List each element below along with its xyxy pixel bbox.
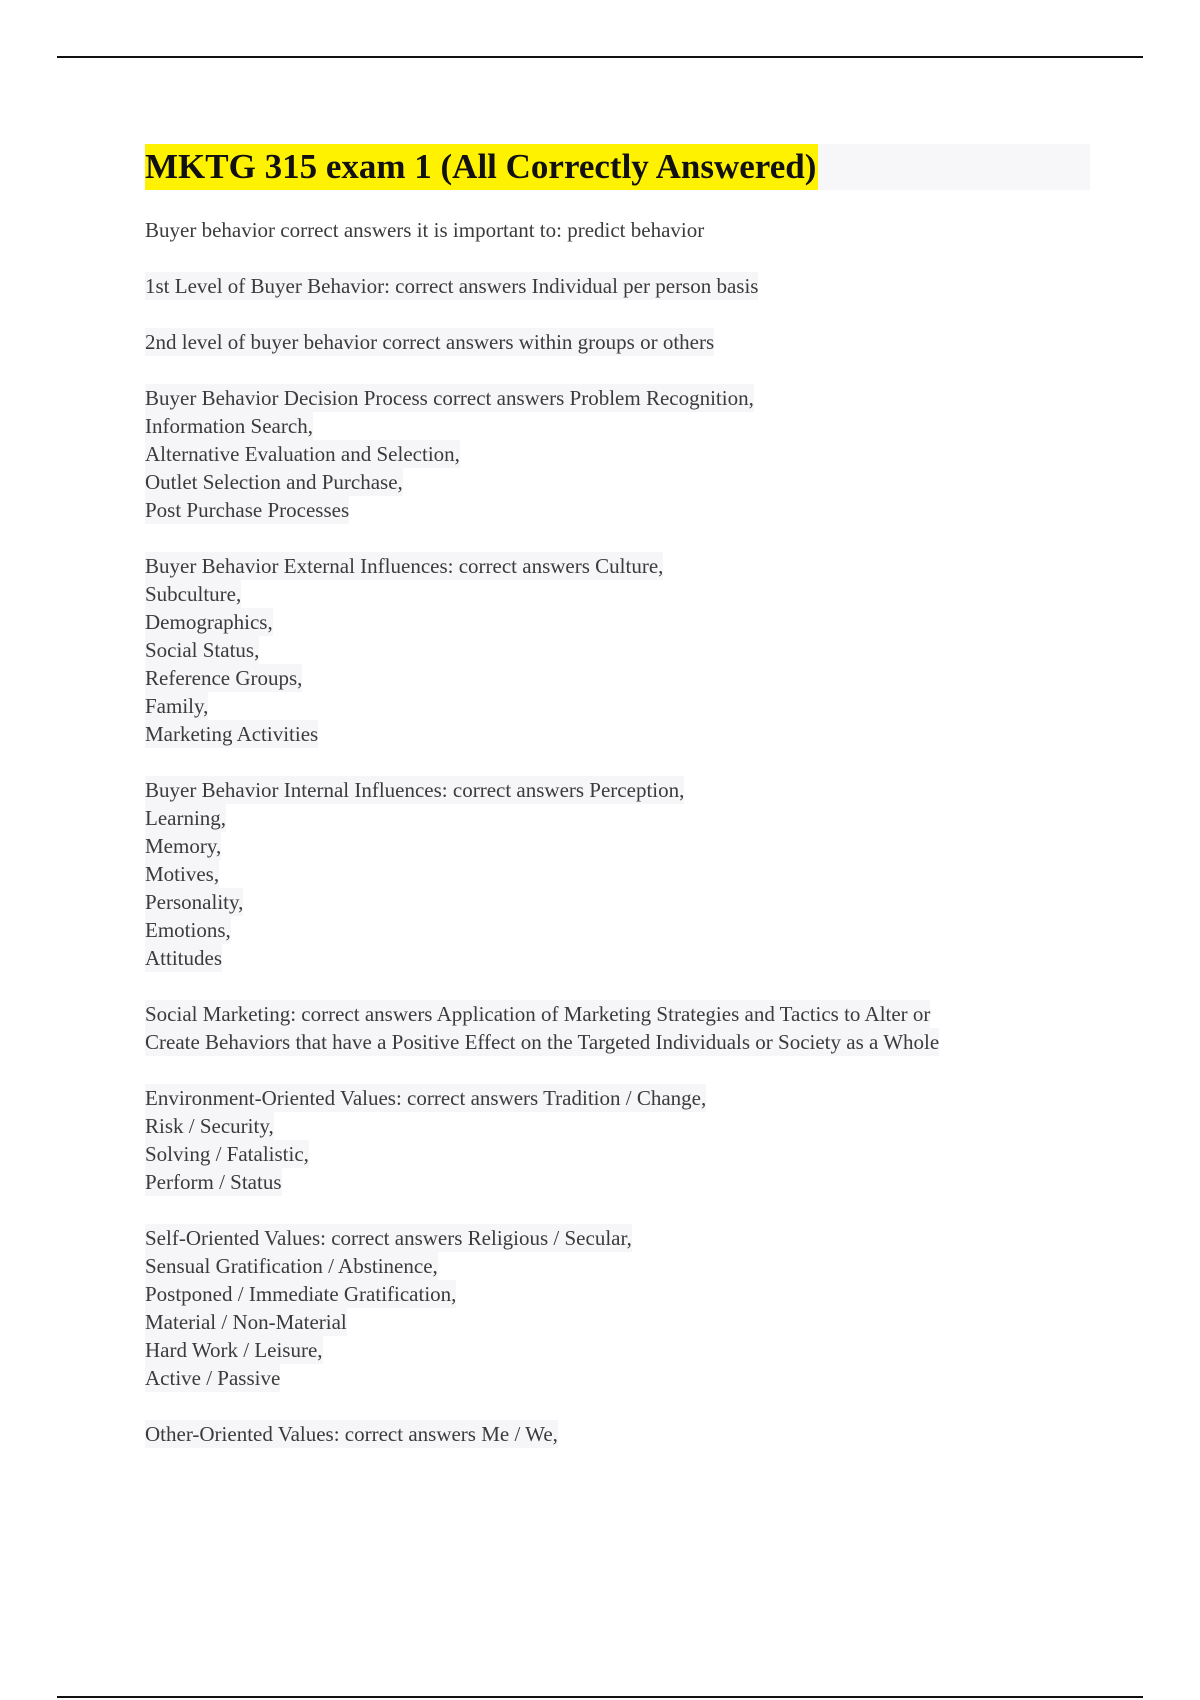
entry-line: Reference Groups,	[145, 666, 303, 690]
entry-line: Motives,	[145, 862, 220, 886]
entry-line: Solving / Fatalistic,	[145, 1142, 309, 1166]
title-band	[145, 144, 1090, 190]
entry-line: Sensual Gratification / Abstinence,	[145, 1254, 438, 1278]
entry-decision-process	[145, 384, 1090, 524]
entry-line: 1st Level of Buyer Behavior: correct answers Individual per person basis	[145, 274, 759, 298]
entry-line: Learning,	[145, 806, 227, 830]
entry-line: Buyer Behavior Decision Process correct answers Problem Recognition,	[145, 386, 754, 410]
entry-other-values	[145, 1420, 1090, 1448]
document-content	[145, 144, 1090, 1476]
entry-line: Family,	[145, 694, 209, 718]
entry-line: Self-Oriented Values: correct answers Religious / Secular,	[145, 1226, 632, 1250]
entry-buyer-behavior	[145, 216, 1090, 244]
entry-second-level	[145, 328, 1090, 356]
entry-line: Outlet Selection and Purchase,	[145, 470, 403, 494]
entry-line: Marketing Activities	[145, 722, 319, 746]
entry-line: Material / Non-Material	[145, 1310, 347, 1334]
entry-social-marketing	[145, 1000, 1090, 1056]
entry-line: 2nd level of buyer behavior correct answers within groups or others	[145, 330, 715, 354]
entry-line: Buyer Behavior Internal Influences: correct answers Perception,	[145, 778, 685, 802]
entry-line: Personality,	[145, 890, 244, 914]
entry-internal-influences	[145, 776, 1090, 972]
document-title: MKTG 315 exam 1 (All Correctly Answered)	[145, 144, 818, 190]
entry-line: Subculture,	[145, 582, 242, 606]
entry-line: Hard Work / Leisure,	[145, 1338, 323, 1362]
entry-line: Other-Oriented Values: correct answers Me / We,	[145, 1422, 558, 1446]
entry-line: Active / Passive	[145, 1366, 281, 1390]
entry-line: Emotions,	[145, 918, 231, 942]
entry-line: Information Search,	[145, 414, 313, 438]
entry-line: Demographics,	[145, 610, 273, 634]
entry-line: Memory,	[145, 834, 222, 858]
entry-line: Buyer Behavior External Influences: correct answers Culture,	[145, 554, 664, 578]
entry-external-influences	[145, 552, 1090, 748]
entry-line: Alternative Evaluation and Selection,	[145, 442, 460, 466]
entry-line: Attitudes	[145, 946, 222, 970]
entry-line: Risk / Security,	[145, 1114, 274, 1138]
entry-line: Social Marketing: correct answers Application of Marketing Strategies and Tactics to Alter or	[145, 1002, 931, 1026]
entry-line: Buyer behavior correct answers it is important to: predict behavior	[145, 218, 705, 242]
entry-line: Perform / Status	[145, 1170, 282, 1194]
entry-line: Environment-Oriented Values: correct answers Tradition / Change,	[145, 1086, 707, 1110]
entry-self-values	[145, 1224, 1090, 1392]
entry-first-level	[145, 272, 1090, 300]
bottom-rule	[57, 1696, 1143, 1698]
entry-line: Postponed / Immediate Gratification,	[145, 1282, 457, 1306]
entry-environment-values	[145, 1084, 1090, 1196]
entry-line: Post Purchase Processes	[145, 498, 350, 522]
entry-line: Social Status,	[145, 638, 260, 662]
top-rule	[57, 56, 1143, 58]
entry-line: Create Behaviors that have a Positive Effect on the Targeted Individuals or Society as a Whole	[145, 1030, 940, 1054]
